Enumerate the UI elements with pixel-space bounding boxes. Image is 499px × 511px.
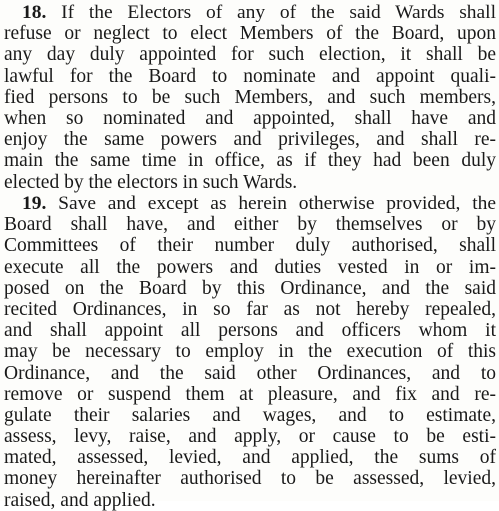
section-19-line-12: assess, levy, raise, and apply, or cause to be esti- — [4, 426, 496, 448]
section-18-line-9: elected by the electors in such Wards. — [4, 171, 298, 193]
section-19-line-4: execute all the powers and duties vested in or im- — [4, 256, 496, 278]
section-19-line-6: recited Ordinances, in so far as not hereby repealed, — [4, 298, 496, 320]
section-19-line-3: Committees of their number duly authorised, shall — [4, 235, 496, 257]
section-19-line-14: money hereinafter authorised to be assessed, levied, — [4, 468, 496, 490]
section-19-line-15: raised, and applied. — [4, 489, 156, 511]
section-18-line-6: when so nominated and appointed, shall have and — [4, 107, 496, 129]
section-19-line-13: mated, assessed, levied, and applied, the sums of — [4, 447, 496, 469]
section-18-line-3: any day duly appointed for such election, it shall be — [4, 44, 496, 66]
section-19-line-5: posed on the Board by this Ordinance, and the said — [4, 277, 496, 299]
section-19-line-2: Board shall have, and either by themselves or by — [4, 214, 496, 236]
section-18-line-1: 18. If the Electors of any of the said Wards shall — [22, 2, 496, 23]
section-18-line-2: refuse or neglect to elect Members of the Board, upon — [4, 23, 496, 45]
section-19 — [0, 193, 499, 511]
section-19-line-1: 19. Save and except as herein otherwise provided, the — [22, 193, 497, 214]
section-19-line-11: gulate their salaries and wages, and to estimate, — [4, 404, 496, 426]
section-18-line-4: lawful for the Board to nominate and appoint quali- — [4, 65, 496, 87]
section-18-line-5: fied persons to be such Members, and such members, — [4, 86, 496, 108]
section-number: 18. — [22, 2, 47, 23]
section-19-line-9: Ordinance, and the said other Ordinances, and to — [4, 362, 496, 384]
section-18-line-8: main the same time in office, as if they had been duly — [4, 150, 496, 172]
section-19-line-8: may be necessary to employ in the execution of this — [4, 341, 496, 363]
section-18 — [0, 2, 499, 193]
section-number: 19. — [22, 193, 47, 214]
section-19-line-10: remove or suspend them at pleasure, and fix and re- — [4, 383, 496, 405]
section-18-line-7: enjoy the same powers and privileges, and shall re- — [4, 129, 496, 151]
section-19-line-7: and shall appoint all persons and officers whom it — [4, 320, 496, 342]
